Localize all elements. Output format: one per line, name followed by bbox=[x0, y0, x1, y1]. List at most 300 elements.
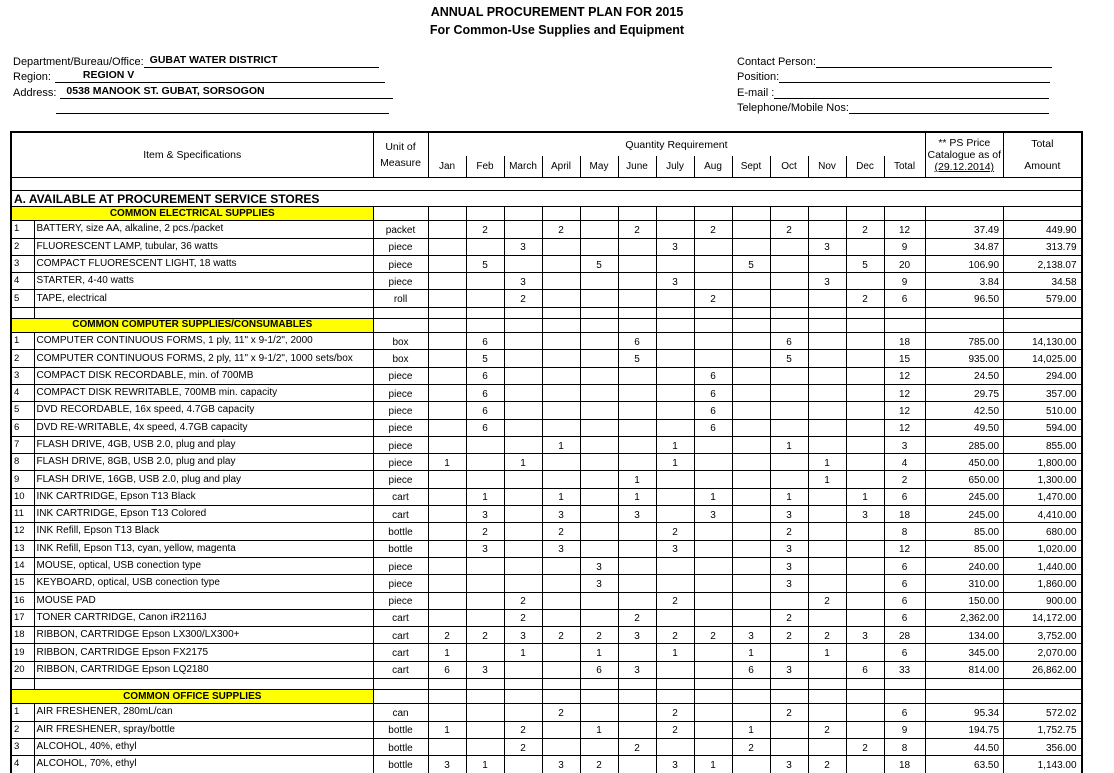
month-quantity bbox=[428, 506, 466, 523]
month-quantity bbox=[846, 704, 884, 721]
month-quantity: 2 bbox=[694, 221, 732, 238]
total-amount: 1,860.00 bbox=[1004, 575, 1082, 592]
month-quantity bbox=[542, 575, 580, 592]
empty-cell bbox=[504, 318, 542, 332]
month-quantity bbox=[504, 419, 542, 436]
month-quantity bbox=[656, 557, 694, 574]
month-quantity bbox=[428, 255, 466, 272]
month-quantity bbox=[732, 333, 770, 350]
empty-cell bbox=[846, 207, 884, 221]
table-row bbox=[11, 627, 1082, 644]
month-quantity: 1 bbox=[428, 644, 466, 661]
email-label: E-mail : bbox=[737, 87, 775, 99]
empty-cell bbox=[694, 207, 732, 221]
table-row bbox=[11, 350, 1082, 367]
empty-cell bbox=[580, 690, 618, 704]
month-quantity: 6 bbox=[618, 333, 656, 350]
month-quantity: 3 bbox=[428, 756, 466, 773]
ps-price: 95.34 bbox=[925, 704, 1004, 721]
unit-of-measure: cart bbox=[373, 609, 428, 626]
month-quantity bbox=[504, 756, 542, 773]
month-quantity bbox=[618, 419, 656, 436]
month-quantity bbox=[808, 367, 846, 384]
table-row bbox=[11, 384, 1082, 401]
month-quantity: 2 bbox=[770, 523, 808, 540]
month-quantity: 5 bbox=[466, 255, 504, 272]
month-quantity bbox=[580, 221, 618, 238]
row-number: 15 bbox=[11, 575, 34, 592]
month-quantity bbox=[466, 704, 504, 721]
table-row bbox=[11, 575, 1082, 592]
month-quantity bbox=[732, 436, 770, 453]
month-quantity: 3 bbox=[770, 540, 808, 557]
quantity-total: 20 bbox=[884, 255, 925, 272]
month-quantity: 2 bbox=[732, 738, 770, 755]
month-quantity bbox=[846, 273, 884, 290]
unit-of-measure: piece bbox=[373, 575, 428, 592]
table-row bbox=[11, 238, 1082, 255]
total-amount: 1,800.00 bbox=[1004, 454, 1082, 471]
empty-cell bbox=[542, 207, 580, 221]
quantity-total: 8 bbox=[884, 523, 925, 540]
month-quantity: 1 bbox=[504, 644, 542, 661]
empty-cell bbox=[542, 307, 580, 318]
unit-of-measure: piece bbox=[373, 436, 428, 453]
department-value: GUBAT WATER DISTRICT bbox=[149, 54, 278, 66]
empty-cell bbox=[618, 690, 656, 704]
month-quantity bbox=[732, 367, 770, 384]
month-quantity bbox=[466, 454, 504, 471]
empty-cell bbox=[884, 690, 925, 704]
empty-cell bbox=[656, 207, 694, 221]
month-quantity: 5 bbox=[732, 255, 770, 272]
month-quantity: 2 bbox=[466, 523, 504, 540]
quantity-total: 6 bbox=[884, 557, 925, 574]
row-number: 20 bbox=[11, 661, 34, 678]
month-quantity bbox=[846, 350, 884, 367]
month-quantity bbox=[466, 557, 504, 574]
month-quantity bbox=[656, 419, 694, 436]
month-quantity bbox=[846, 540, 884, 557]
month-quantity bbox=[846, 367, 884, 384]
month-quantity: 1 bbox=[466, 756, 504, 773]
month-header-march: March bbox=[504, 156, 542, 177]
month-quantity: 6 bbox=[466, 419, 504, 436]
month-quantity bbox=[618, 384, 656, 401]
total-amount: 1,020.00 bbox=[1004, 540, 1082, 557]
address-value: 0538 MANOOK ST. GUBAT, SORSOGON bbox=[66, 85, 265, 97]
month-quantity bbox=[846, 609, 884, 626]
item-description: INK CARTRIDGE, Epson T13 Black bbox=[34, 488, 373, 505]
table-row bbox=[11, 540, 1082, 557]
month-quantity bbox=[656, 333, 694, 350]
ps-price: 650.00 bbox=[925, 471, 1004, 488]
empty-cell bbox=[542, 679, 580, 690]
month-quantity bbox=[846, 333, 884, 350]
empty-cell bbox=[618, 318, 656, 332]
month-quantity bbox=[808, 290, 846, 307]
month-quantity: 2 bbox=[846, 221, 884, 238]
month-quantity bbox=[504, 350, 542, 367]
month-quantity bbox=[542, 738, 580, 755]
month-quantity bbox=[694, 273, 732, 290]
empty-cell bbox=[694, 690, 732, 704]
month-quantity bbox=[846, 575, 884, 592]
unit-of-measure: box bbox=[373, 350, 428, 367]
month-quantity bbox=[694, 644, 732, 661]
unit-of-measure: cart bbox=[373, 627, 428, 644]
empty-cell bbox=[925, 318, 1004, 332]
month-quantity bbox=[770, 255, 808, 272]
month-quantity bbox=[770, 367, 808, 384]
item-description: FLASH DRIVE, 8GB, USB 2.0, plug and play bbox=[34, 454, 373, 471]
month-quantity: 1 bbox=[542, 436, 580, 453]
empty-cell bbox=[656, 307, 694, 318]
ps-price: 150.00 bbox=[925, 592, 1004, 609]
total-amount: 14,172.00 bbox=[1004, 609, 1082, 626]
empty-cell bbox=[428, 307, 466, 318]
month-quantity: 2 bbox=[808, 592, 846, 609]
month-quantity: 2 bbox=[618, 609, 656, 626]
month-quantity bbox=[428, 333, 466, 350]
month-quantity bbox=[428, 557, 466, 574]
ps-price: 63.50 bbox=[925, 756, 1004, 773]
month-quantity: 6 bbox=[694, 402, 732, 419]
month-quantity: 3 bbox=[770, 575, 808, 592]
unit-of-measure: piece bbox=[373, 238, 428, 255]
month-quantity: 3 bbox=[542, 506, 580, 523]
month-quantity bbox=[770, 471, 808, 488]
row-number: 4 bbox=[11, 273, 34, 290]
month-quantity bbox=[808, 557, 846, 574]
table-row bbox=[11, 221, 1082, 238]
month-quantity: 3 bbox=[542, 540, 580, 557]
row-number: 1 bbox=[11, 333, 34, 350]
row-number: 2 bbox=[11, 238, 34, 255]
region-value: REGION V bbox=[82, 69, 135, 81]
month-quantity: 3 bbox=[618, 627, 656, 644]
table-row bbox=[11, 557, 1082, 574]
department-label: Department/Bureau/Office: bbox=[13, 56, 144, 68]
month-quantity: 6 bbox=[428, 661, 466, 678]
ps-price: 245.00 bbox=[925, 506, 1004, 523]
month-quantity: 2 bbox=[618, 221, 656, 238]
category-title: COMMON COMPUTER SUPPLIES/CONSUMABLES bbox=[11, 318, 373, 332]
table-row bbox=[11, 644, 1082, 661]
quantity-total: 12 bbox=[884, 384, 925, 401]
unit-of-measure: cart bbox=[373, 661, 428, 678]
unit-of-measure: cart bbox=[373, 644, 428, 661]
empty-cell bbox=[808, 207, 846, 221]
month-quantity bbox=[808, 402, 846, 419]
month-quantity bbox=[580, 419, 618, 436]
month-quantity: 3 bbox=[618, 506, 656, 523]
empty-cell bbox=[1004, 207, 1082, 221]
month-quantity bbox=[618, 704, 656, 721]
month-quantity bbox=[504, 436, 542, 453]
month-quantity bbox=[618, 273, 656, 290]
month-quantity: 2 bbox=[770, 221, 808, 238]
month-quantity: 1 bbox=[656, 454, 694, 471]
month-quantity bbox=[656, 575, 694, 592]
month-quantity bbox=[618, 592, 656, 609]
ps-price: 85.00 bbox=[925, 523, 1004, 540]
month-quantity bbox=[542, 384, 580, 401]
row-number: 19 bbox=[11, 644, 34, 661]
month-quantity: 1 bbox=[656, 644, 694, 661]
empty-cell bbox=[808, 307, 846, 318]
month-header-aug: Aug bbox=[694, 156, 732, 177]
quantity-total: 15 bbox=[884, 350, 925, 367]
ps-price: 96.50 bbox=[925, 290, 1004, 307]
month-quantity bbox=[580, 592, 618, 609]
ps-header-line3: (29.12.2014) bbox=[934, 161, 995, 173]
total-amount: 900.00 bbox=[1004, 592, 1082, 609]
month-quantity bbox=[770, 419, 808, 436]
month-quantity: 1 bbox=[618, 471, 656, 488]
total-amount: 1,300.00 bbox=[1004, 471, 1082, 488]
spacer-cell bbox=[11, 178, 1082, 191]
month-quantity: 2 bbox=[504, 721, 542, 738]
month-quantity bbox=[770, 273, 808, 290]
month-quantity bbox=[694, 238, 732, 255]
total-amount: 449.90 bbox=[1004, 221, 1082, 238]
month-quantity: 3 bbox=[618, 661, 656, 678]
item-description: ALCOHOL, 70%, ethyl bbox=[34, 756, 373, 773]
empty-cell bbox=[884, 307, 925, 318]
month-quantity bbox=[542, 661, 580, 678]
total-amount: 4,410.00 bbox=[1004, 506, 1082, 523]
month-quantity bbox=[542, 454, 580, 471]
month-quantity: 3 bbox=[808, 273, 846, 290]
month-quantity bbox=[694, 704, 732, 721]
ps-price: 285.00 bbox=[925, 436, 1004, 453]
month-quantity bbox=[656, 255, 694, 272]
item-description: TAPE, electrical bbox=[34, 290, 373, 307]
month-header-oct: Oct bbox=[770, 156, 808, 177]
quantity-total: 2 bbox=[884, 471, 925, 488]
item-description: COMPUTER CONTINUOUS FORMS, 2 ply, 11" x 9-1/2", 1000 sets/box bbox=[34, 350, 373, 367]
month-quantity bbox=[808, 255, 846, 272]
month-quantity bbox=[770, 592, 808, 609]
row-number: 6 bbox=[11, 419, 34, 436]
month-quantity: 6 bbox=[466, 384, 504, 401]
quantity-total: 4 bbox=[884, 454, 925, 471]
item-description: ALCOHOL, 40%, ethyl bbox=[34, 738, 373, 755]
unit-header-line1: Unit of bbox=[385, 141, 416, 153]
spacer-row bbox=[11, 178, 1082, 191]
table-body bbox=[11, 132, 1082, 773]
table-row bbox=[11, 756, 1082, 773]
empty-cell bbox=[466, 679, 504, 690]
ps-price: 24.50 bbox=[925, 367, 1004, 384]
month-header-jan: Jan bbox=[428, 156, 466, 177]
empty-cell bbox=[504, 207, 542, 221]
month-quantity: 2 bbox=[428, 627, 466, 644]
total-amount: 2,138.07 bbox=[1004, 255, 1082, 272]
month-quantity bbox=[732, 273, 770, 290]
month-quantity bbox=[504, 488, 542, 505]
month-quantity bbox=[542, 333, 580, 350]
month-quantity: 2 bbox=[656, 704, 694, 721]
month-quantity bbox=[694, 255, 732, 272]
item-description: AIR FRESHENER, spray/bottle bbox=[34, 721, 373, 738]
empty-cell bbox=[925, 690, 1004, 704]
quantity-total: 12 bbox=[884, 540, 925, 557]
month-quantity bbox=[504, 384, 542, 401]
month-quantity bbox=[656, 471, 694, 488]
phone-label: Telephone/Mobile Nos: bbox=[737, 102, 849, 114]
document-title: ANNUAL PROCUREMENT PLAN FOR 2015 bbox=[430, 5, 684, 19]
month-quantity bbox=[770, 644, 808, 661]
item-description: COMPACT DISK RECORDABLE, min. of 700MB bbox=[34, 367, 373, 384]
table-row bbox=[11, 523, 1082, 540]
month-quantity: 5 bbox=[466, 350, 504, 367]
empty-cell bbox=[1004, 679, 1082, 690]
month-quantity bbox=[656, 609, 694, 626]
item-spec-header: Item & Specifications bbox=[11, 132, 373, 178]
ps-price: 345.00 bbox=[925, 644, 1004, 661]
row-number: 14 bbox=[11, 557, 34, 574]
item-description: RIBBON, CARTRIDGE Epson LQ2180 bbox=[34, 661, 373, 678]
unit-of-measure: piece bbox=[373, 471, 428, 488]
month-header-nov: Nov bbox=[808, 156, 846, 177]
month-quantity bbox=[428, 523, 466, 540]
month-quantity: 5 bbox=[580, 255, 618, 272]
month-quantity bbox=[732, 575, 770, 592]
unit-of-measure: piece bbox=[373, 454, 428, 471]
month-quantity bbox=[504, 333, 542, 350]
month-quantity bbox=[618, 402, 656, 419]
month-quantity bbox=[732, 350, 770, 367]
empty-cell bbox=[373, 207, 428, 221]
quantity-total: 12 bbox=[884, 419, 925, 436]
month-quantity bbox=[466, 238, 504, 255]
month-quantity bbox=[428, 540, 466, 557]
month-quantity bbox=[846, 436, 884, 453]
month-quantity bbox=[618, 644, 656, 661]
month-quantity: 2 bbox=[808, 721, 846, 738]
month-quantity bbox=[808, 350, 846, 367]
month-quantity: 6 bbox=[846, 661, 884, 678]
month-quantity bbox=[580, 738, 618, 755]
month-quantity: 2 bbox=[504, 290, 542, 307]
ps-price: 245.00 bbox=[925, 488, 1004, 505]
unit-of-measure: bottle bbox=[373, 756, 428, 773]
month-quantity bbox=[428, 592, 466, 609]
month-quantity bbox=[504, 704, 542, 721]
month-quantity bbox=[846, 384, 884, 401]
unit-of-measure: piece bbox=[373, 419, 428, 436]
total-amount: 1,752.75 bbox=[1004, 721, 1082, 738]
month-quantity: 1 bbox=[770, 488, 808, 505]
empty-cell bbox=[884, 679, 925, 690]
empty-cell bbox=[770, 690, 808, 704]
month-quantity bbox=[618, 290, 656, 307]
unit-of-measure: bottle bbox=[373, 738, 428, 755]
ps-price: 29.75 bbox=[925, 384, 1004, 401]
month-quantity bbox=[846, 402, 884, 419]
region-line bbox=[13, 69, 385, 83]
month-header-june: June bbox=[618, 156, 656, 177]
item-description: STARTER, 4-40 watts bbox=[34, 273, 373, 290]
month-quantity: 2 bbox=[542, 221, 580, 238]
table-row bbox=[11, 402, 1082, 419]
unit-of-measure: piece bbox=[373, 592, 428, 609]
month-quantity bbox=[504, 540, 542, 557]
month-quantity bbox=[618, 436, 656, 453]
item-description: BATTERY, size AA, alkaline, 2 pcs./packet bbox=[34, 221, 373, 238]
month-quantity: 2 bbox=[694, 290, 732, 307]
month-quantity: 1 bbox=[732, 721, 770, 738]
month-quantity bbox=[580, 488, 618, 505]
month-quantity: 1 bbox=[542, 488, 580, 505]
month-quantity bbox=[732, 704, 770, 721]
table-row bbox=[11, 609, 1082, 626]
month-quantity bbox=[808, 738, 846, 755]
month-quantity: 2 bbox=[504, 609, 542, 626]
month-quantity bbox=[694, 436, 732, 453]
item-description: DVD RECORDABLE, 16x speed, 4.7GB capacity bbox=[34, 402, 373, 419]
month-quantity bbox=[846, 592, 884, 609]
month-quantity bbox=[808, 333, 846, 350]
empty-cell bbox=[373, 690, 428, 704]
month-quantity: 3 bbox=[770, 661, 808, 678]
empty-cell bbox=[34, 307, 373, 318]
month-quantity: 1 bbox=[770, 436, 808, 453]
month-quantity bbox=[694, 592, 732, 609]
month-quantity bbox=[694, 557, 732, 574]
month-quantity bbox=[732, 523, 770, 540]
month-quantity bbox=[618, 523, 656, 540]
item-description: AIR FRESHENER, 280mL/can bbox=[34, 704, 373, 721]
month-quantity bbox=[580, 540, 618, 557]
empty-cell bbox=[656, 690, 694, 704]
phone-line bbox=[737, 100, 1049, 114]
month-quantity: 2 bbox=[846, 290, 884, 307]
row-number: 5 bbox=[11, 290, 34, 307]
quantity-total: 6 bbox=[884, 644, 925, 661]
empty-cell bbox=[34, 679, 373, 690]
empty-cell bbox=[732, 318, 770, 332]
month-quantity bbox=[504, 661, 542, 678]
month-quantity bbox=[542, 350, 580, 367]
empty-cell bbox=[846, 690, 884, 704]
empty-cell bbox=[770, 318, 808, 332]
table-row bbox=[11, 436, 1082, 453]
empty-cell bbox=[732, 679, 770, 690]
month-quantity bbox=[504, 523, 542, 540]
item-description: FLASH DRIVE, 4GB, USB 2.0, plug and play bbox=[34, 436, 373, 453]
month-quantity bbox=[580, 350, 618, 367]
row-number: 3 bbox=[11, 255, 34, 272]
empty-cell bbox=[373, 307, 428, 318]
ps-price: 34.87 bbox=[925, 238, 1004, 255]
empty-cell bbox=[373, 679, 428, 690]
month-quantity bbox=[732, 419, 770, 436]
month-header-april: April bbox=[542, 156, 580, 177]
total-amount: 26,862.00 bbox=[1004, 661, 1082, 678]
month-quantity bbox=[694, 471, 732, 488]
item-description: MOUSE PAD bbox=[34, 592, 373, 609]
total-amount: 594.00 bbox=[1004, 419, 1082, 436]
month-quantity bbox=[808, 506, 846, 523]
unit-of-measure: piece bbox=[373, 255, 428, 272]
month-quantity bbox=[618, 255, 656, 272]
month-quantity: 2 bbox=[466, 627, 504, 644]
row-number: 17 bbox=[11, 609, 34, 626]
quantity-header: Quantity Requirement bbox=[428, 132, 925, 156]
